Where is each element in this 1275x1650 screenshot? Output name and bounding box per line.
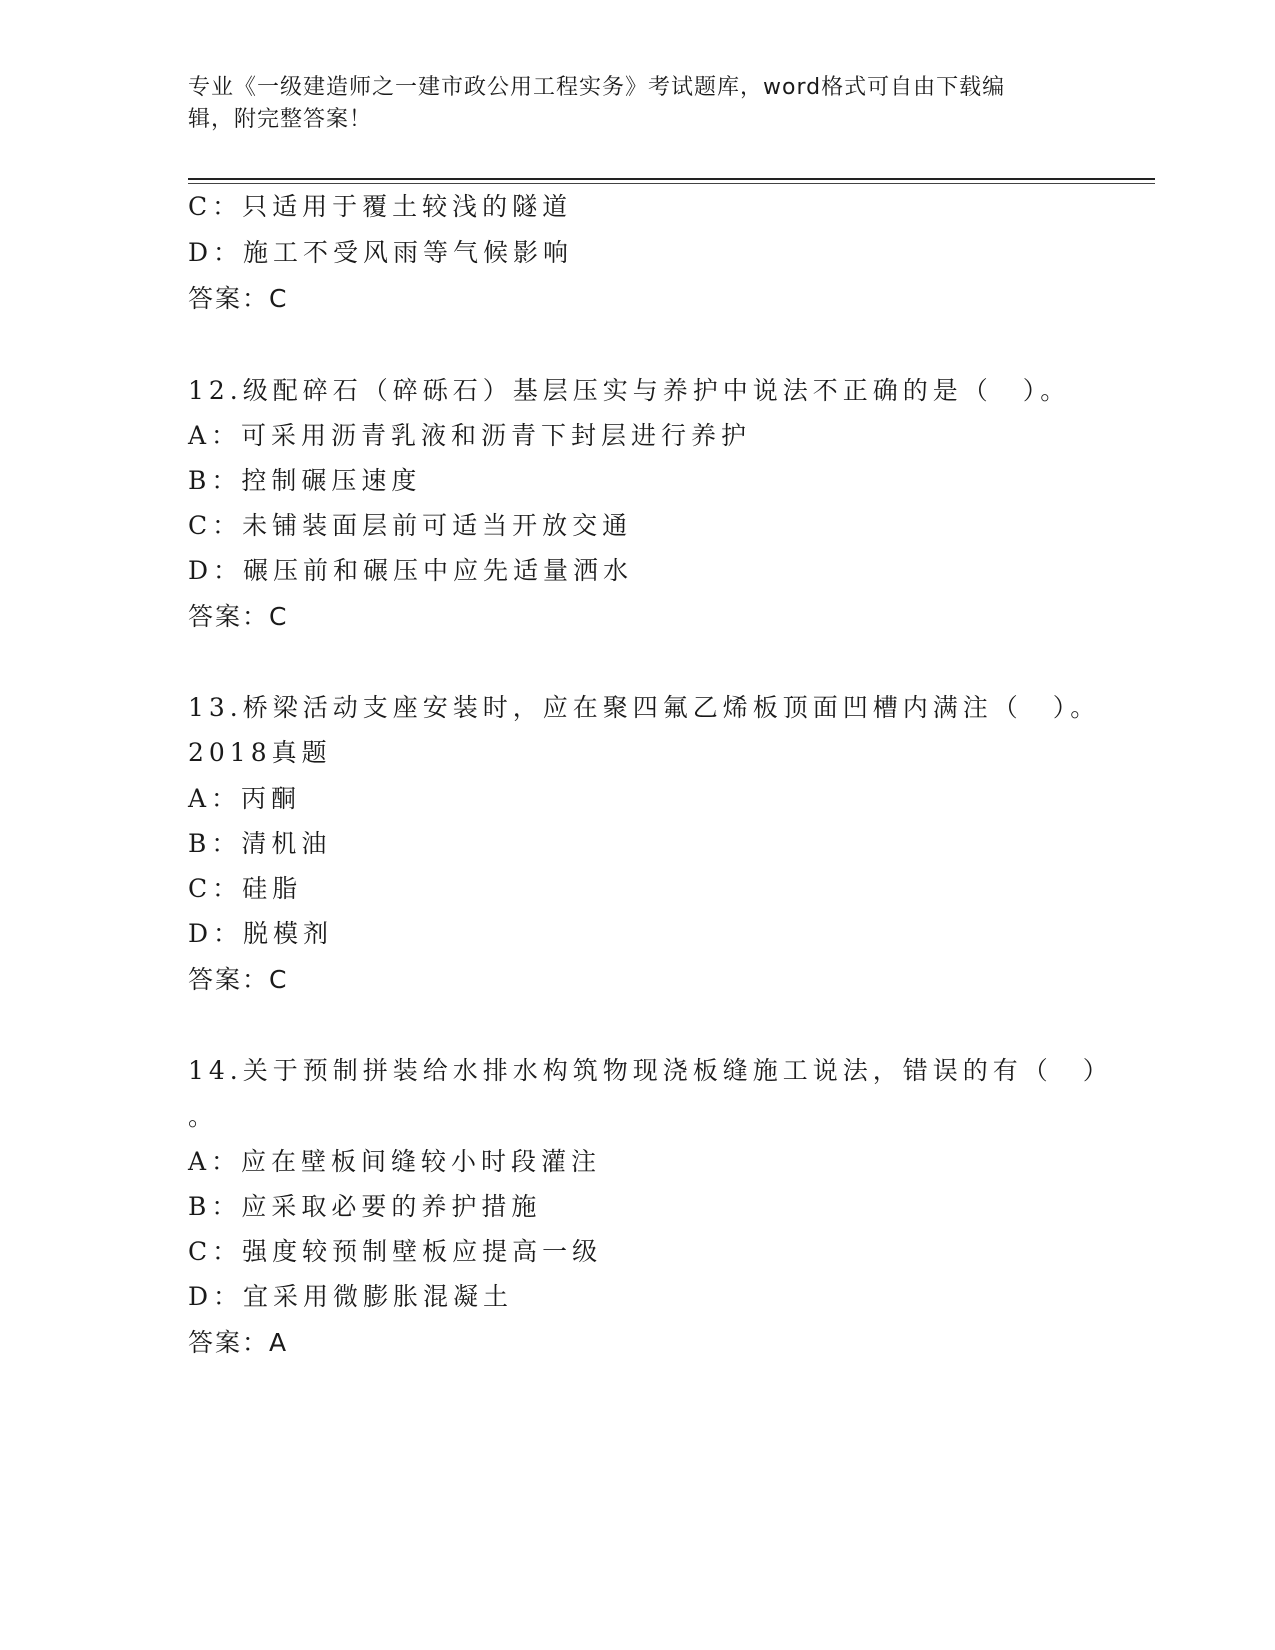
header-line-2: 辑，附完整答案！ [188,107,373,132]
q14-stem-line-1: 14.关于预制拼装给水排水构筑物现浇板缝施工说法，错误的有（ ） [188,1056,1113,1085]
q14-option-c: C：强度较预制壁板应提高一级 [188,1237,603,1266]
q12-stem: 12.级配碎石（碎砾石）基层压实与养护中说法不正确的是（ ）。 [188,376,1071,405]
q14-option-b: B：应采取必要的养护措施 [188,1192,542,1221]
q13-stem-line-1: 13.桥梁活动支座安装时，应在聚四氟乙烯板顶面凹槽内满注（ ）。 [188,693,1101,722]
q13-option-a: A：丙酮 [188,784,302,813]
q14-option-d: D：宜采用微膨胀混凝土 [188,1282,514,1311]
q12-option-a: A：可采用沥青乳液和沥青下封层进行养护 [188,421,752,450]
q13-answer: 答案：C [188,965,289,994]
header-line-1: 专业《一级建造师之一建市政公用工程实务》考试题库，word格式可自由下载编 [188,75,1006,100]
q13-option-c: C：硅脂 [188,874,303,903]
header-rule-thick [188,178,1155,180]
q11-answer: 答案：C [188,284,289,313]
q12-option-b: B：控制碾压速度 [188,466,422,495]
q13-option-b: B：清机油 [188,829,332,858]
q14-answer: 答案：A [188,1328,289,1357]
q12-option-c: C：未铺装面层前可适当开放交通 [188,511,633,540]
header-rule-thin [188,183,1155,184]
q13-stem-line-2: 2018真题 [188,738,332,767]
q13-option-d: D：脱模剂 [188,919,334,948]
q14-stem-line-2: 。 [188,1102,219,1131]
q12-option-d: D：碾压前和碾压中应先适量洒水 [188,556,634,585]
q11-option-d: D：施工不受风雨等气候影响 [188,238,574,267]
q14-option-a: A：应在壁板间缝较小时段灌注 [188,1147,602,1176]
q11-option-c: C：只适用于覆土较浅的隧道 [188,192,573,221]
q12-answer: 答案：C [188,602,289,631]
page-header [188,72,1068,136]
